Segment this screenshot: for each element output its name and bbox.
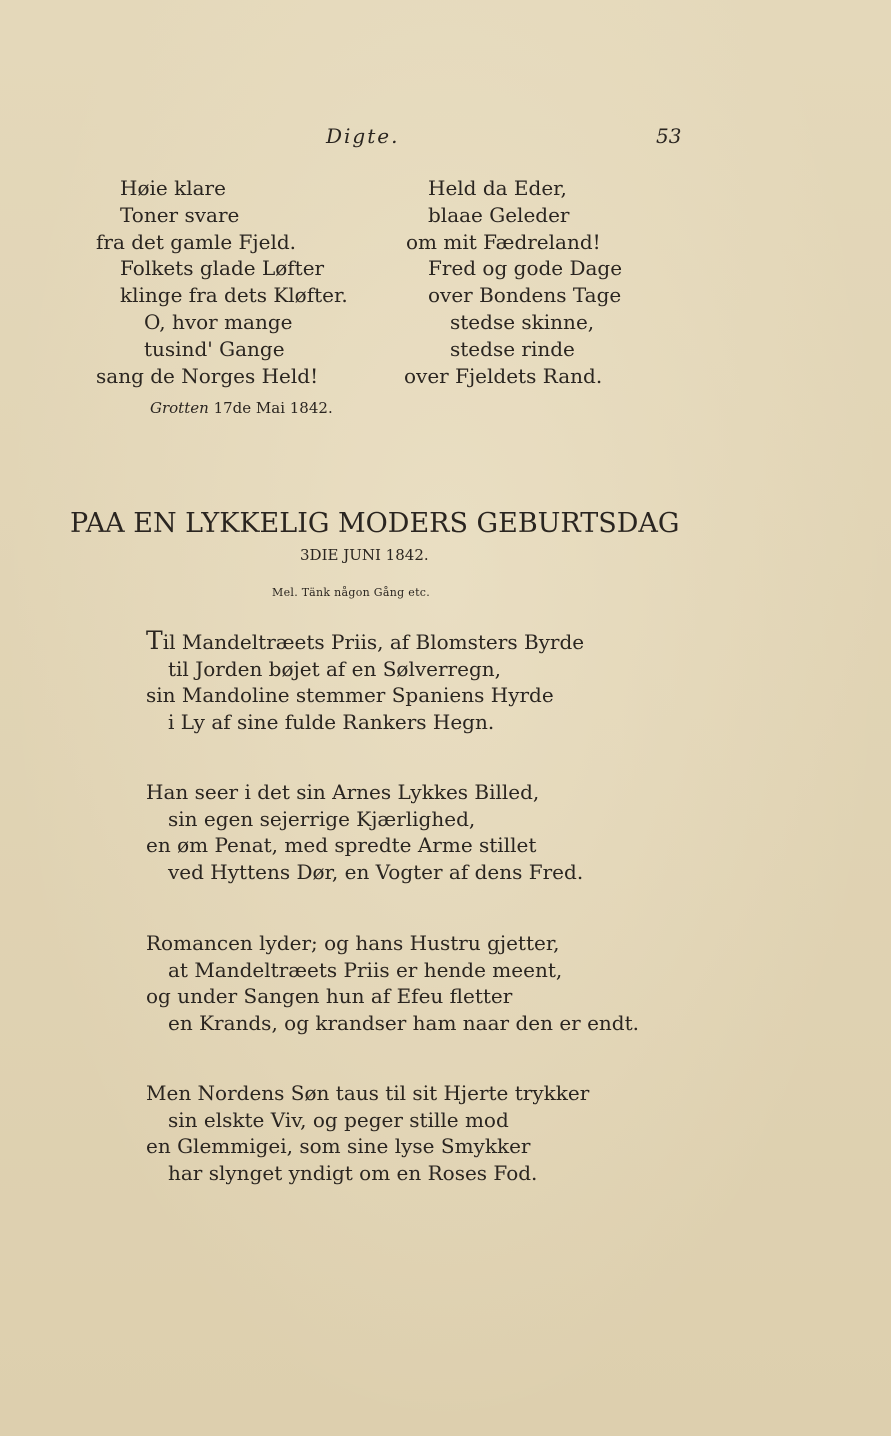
verse-line: en Krands, og krandser ham naar den er endt. [168, 1010, 639, 1035]
verse-line: over Fjeldets Rand. [404, 363, 603, 388]
verse-line: sin elskte Viv, og peger stille mod [168, 1107, 509, 1132]
verse-line: Toner svare [120, 202, 240, 227]
verse-line: og under Sangen hun af Efeu fletter [146, 984, 513, 1009]
verse-line: tusind' Gange [144, 336, 285, 361]
stanza [146, 1080, 589, 1186]
poem-right-column [404, 175, 622, 389]
verse-line: sin Mandoline stemmer Spaniens Hyrde [146, 683, 554, 708]
verse-text: il Mandeltræets Priis, af Blomsters Byrde [162, 630, 585, 654]
verse-line: Folkets glade Løfter [120, 256, 325, 281]
verse-line: at Mandeltræets Priis er hende meent, [168, 957, 563, 982]
poem-left-column [96, 175, 348, 389]
poem-title: PAA EN LYKKELIG MODERS GEBURTSDAG [70, 508, 680, 539]
verse-line: har slynget yndigt om en Roses Fod. [168, 1160, 538, 1185]
verse-line: Held da Eder, [428, 176, 567, 200]
verse-line: stedse rinde [450, 336, 575, 361]
stanza [146, 930, 639, 1036]
verse-line: Romancen lyder; og hans Hustru gjetter, [146, 931, 560, 955]
stanza [146, 628, 584, 735]
verse-line: Han seer i det sin Arnes Lykkes Billed, [146, 780, 540, 804]
verse-line: O, hvor mange [144, 309, 293, 334]
verse-line: ved Hyttens Dør, en Vogter af dens Fred. [168, 859, 584, 884]
page-number: 53 [656, 124, 682, 148]
verse-line: fra det gamle Fjeld. [96, 229, 297, 254]
verse-line [146, 628, 584, 656]
verse-line: sang de Norges Held! [96, 363, 319, 388]
signature-place: Grotten [150, 399, 209, 417]
verse-line: klinge fra dets Kløfter. [120, 283, 348, 308]
verse-line: over Bondens Tage [428, 283, 622, 308]
verse-line: Men Nordens Søn taus til sit Hjerte trykker [146, 1081, 590, 1105]
verse-line: Fred og gode Dage [428, 256, 623, 281]
verse-line: en Glemmigei, som sine lyse Smykker [146, 1134, 531, 1159]
signature-date: 17de Mai 1842. [213, 399, 333, 417]
verse-line: sin egen sejerrige Kjærlighed, [168, 806, 476, 831]
verse-line: til Jorden bøjet af en Sølverregn, [168, 656, 501, 681]
melody-note: Mel. Tänk någon Gång etc. [272, 586, 431, 599]
verse-line: en øm Penat, med spredte Arme stillet [146, 833, 537, 858]
running-title: Digte. [326, 124, 400, 148]
verse-line: i Ly af sine fulde Rankers Hegn. [168, 709, 495, 734]
poem-date: 3DIE JUNI 1842. [300, 546, 429, 564]
stanza [146, 779, 583, 885]
verse-line: stedse skinne, [450, 309, 595, 334]
verse-line: blaae Geleder [428, 202, 570, 227]
poem-signature [150, 399, 333, 417]
verse-line: Høie klare [120, 176, 226, 200]
first-letter: T [146, 626, 163, 655]
verse-line: om mit Fædreland! [406, 229, 601, 254]
